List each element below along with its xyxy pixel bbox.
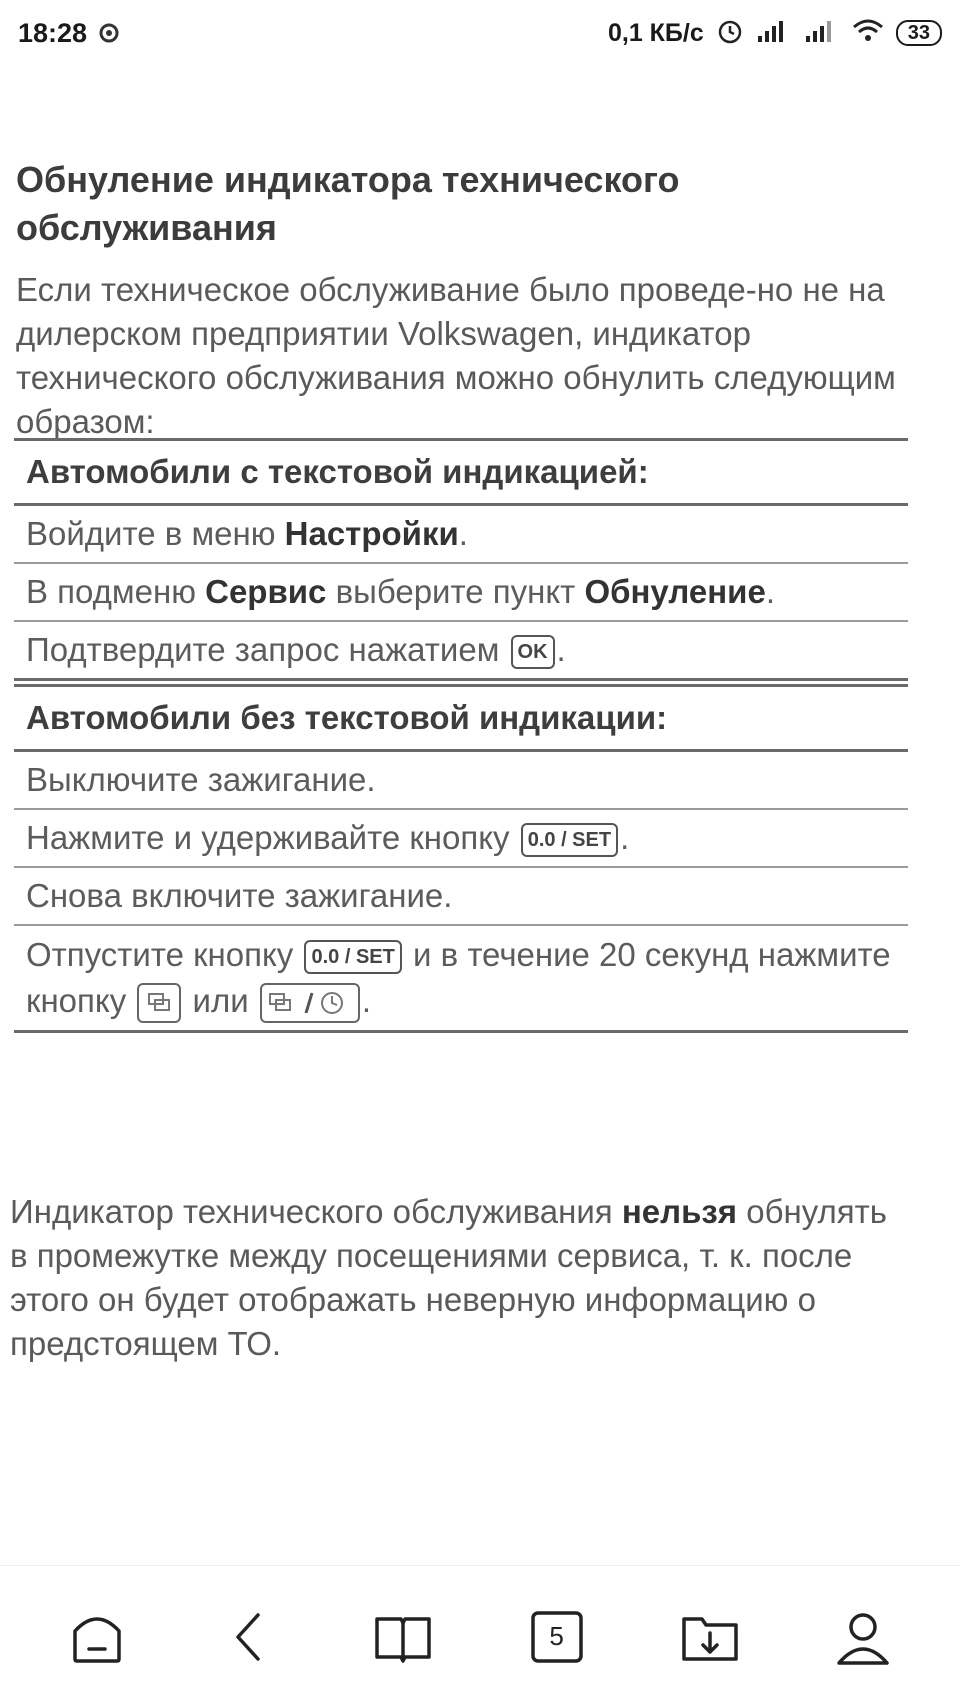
notification-icon	[99, 22, 121, 44]
text-display-instructions	[14, 438, 908, 681]
ok-key-icon: OK	[511, 635, 555, 669]
list-item: Подтвердите запрос нажатием OK .	[14, 622, 908, 681]
set-key-icon: 0.0 / SET	[521, 823, 618, 857]
list-item: Нажмите и удерживайте кнопку 0.0 / SET .	[14, 810, 908, 868]
list-item: Снова включите зажигание.	[14, 868, 908, 926]
signal-icon-2	[804, 18, 840, 49]
menu-clock-key-icon	[260, 983, 360, 1023]
warning-note: Индикатор технического обслуживания нельзя обнулять в промежутке между посещениями сервиса, т. к. после этого он будет отображать неверную информацию о предстоящем ТО.	[10, 1193, 887, 1362]
back-icon	[218, 1605, 282, 1669]
profile-icon	[831, 1605, 895, 1669]
block-header: Автомобили без текстовой индикации:	[14, 684, 908, 752]
wifi-icon	[852, 18, 884, 49]
menu-key-icon	[137, 983, 181, 1023]
page-title: Обнуление индикатора технического обслуживания	[16, 159, 680, 248]
no-text-display-instructions	[14, 684, 908, 1033]
tabs-button[interactable]	[517, 1597, 597, 1677]
download-folder-icon	[678, 1605, 742, 1669]
list-item: Отпустите кнопку 0.0 / SET и в течение 20 секунд нажмите кнопку или .	[14, 926, 908, 1033]
bookmarks-button[interactable]	[363, 1597, 443, 1677]
profile-button[interactable]	[823, 1597, 903, 1677]
status-bar	[0, 0, 960, 66]
home-button[interactable]	[57, 1597, 137, 1677]
battery-indicator: 33	[896, 20, 942, 46]
list-item: Выключите зажигание.	[14, 752, 908, 810]
home-icon	[65, 1605, 129, 1669]
bottom-navigation-bar	[0, 1565, 960, 1707]
signal-icon	[756, 18, 792, 49]
list-item: В подменю Сервис выберите пункт Обнуление.	[14, 564, 908, 622]
intro-paragraph: Если техническое обслуживание было проведе-но не на дилерском предприятии Volkswagen, индикатор технического обслуживания можно обнулить следующим образом:	[16, 271, 896, 440]
alarm-icon	[716, 17, 744, 50]
status-time: 18:28	[18, 17, 88, 48]
block-header: Автомобили с текстовой индикацией:	[14, 438, 908, 506]
list-item: Войдите в меню Настройки.	[14, 506, 908, 564]
downloads-button[interactable]	[670, 1597, 750, 1677]
tabs-count: 5	[549, 1621, 564, 1651]
network-speed: 0,1 КБ/с	[607, 18, 704, 47]
book-icon	[371, 1605, 435, 1669]
set-key-icon: 0.0 / SET	[304, 940, 401, 974]
back-button[interactable]	[210, 1597, 290, 1677]
